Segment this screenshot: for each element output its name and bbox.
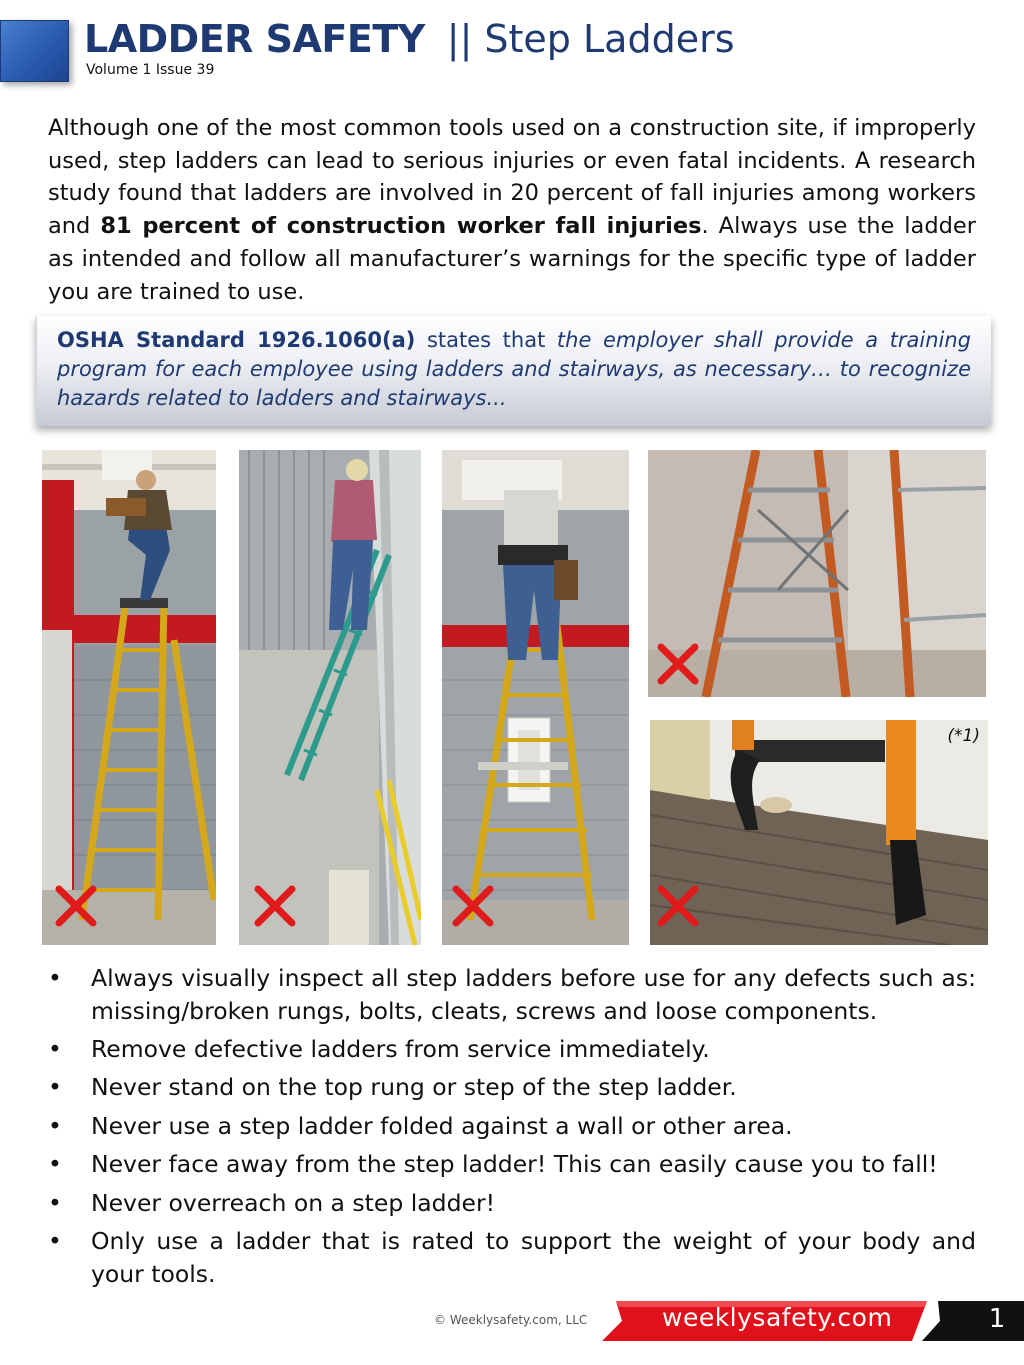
- logo-square: [0, 20, 69, 82]
- x-mark-icon: [253, 884, 297, 928]
- x-mark-icon: [656, 884, 700, 928]
- photo-top-step-ladder: [42, 450, 216, 945]
- title-separator: ||: [446, 17, 473, 61]
- page-title: [84, 14, 735, 64]
- page-number: 1: [988, 1304, 1006, 1334]
- intro-paragraph: [48, 112, 976, 308]
- copyright: © Weeklysafety.com, LLC: [434, 1313, 588, 1327]
- safety-bullets: [48, 962, 976, 1296]
- osha-text: [57, 326, 971, 413]
- bullet-item: • Only use a ladder that is rated to support the weight of your body and your tools.: [48, 1225, 976, 1290]
- osha-quote: the employer shall provide a training program for each employee using ladders and stairways, as necessary… to recognize hazards related to ladders and stairways...: [57, 328, 971, 410]
- bullet-item: • Never overreach on a step ladder!: [48, 1187, 976, 1220]
- title-subject: Step Ladders: [484, 17, 735, 61]
- x-mark-icon: [656, 642, 700, 686]
- photo-broken-foot: [650, 720, 988, 945]
- photo-folded-ladder: [239, 450, 421, 945]
- photo-facing-away: [442, 450, 629, 945]
- osha-callout: [36, 316, 991, 426]
- bullet-item: • Remove defective ladders from service immediately.: [48, 1033, 976, 1066]
- bullet-item: • Never stand on the top rung or step of the step ladder.: [48, 1071, 976, 1104]
- x-mark-icon: [451, 884, 495, 928]
- bullet-item: • Never face away from the step ladder! This can easily cause you to fall!: [48, 1148, 976, 1181]
- intro-text-2: . Always use the ladder as intended and follow all manufacturer’s warnings for the specific type of ladder you are trained to use.: [48, 213, 976, 305]
- bullet-item: • Always visually inspect all step ladders before use for any defects such as: missing/broken rungs, bolts, cleats, screws and loose components.: [48, 962, 976, 1027]
- photo-credit: (*1): [947, 726, 980, 746]
- brand-banner[interactable]: [602, 1299, 927, 1343]
- intro-text-1: Although one of the most common tools used on a construction site, if improperly used, step ladders can lead to serious injuries or even fatal incidents. A research study found that ladders are involved in 20 percent of fall injuries among workers and: [48, 115, 976, 240]
- x-mark-icon: [54, 884, 98, 928]
- bullet-item: • Never use a step ladder folded against a wall or other area.: [48, 1110, 976, 1143]
- issue-label: Volume 1 Issue 39: [86, 62, 215, 78]
- osha-reference: OSHA Standard 1926.1060(a): [57, 328, 416, 352]
- brand-text: weeklysafety.com: [662, 1303, 893, 1332]
- title-bold: LADDER SAFETY: [84, 17, 425, 61]
- osha-states: states that: [415, 328, 557, 352]
- intro-highlight: 81 percent of construction worker fall injuries: [100, 213, 702, 240]
- page-number-badge: [922, 1299, 1024, 1343]
